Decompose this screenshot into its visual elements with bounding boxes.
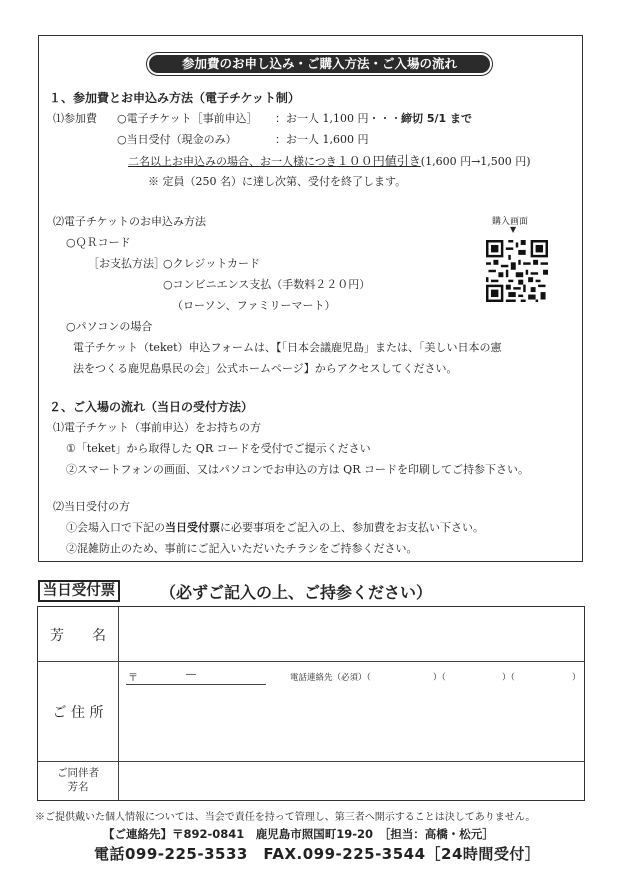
companion-label-1: ご同伴者 <box>57 767 99 779</box>
e-ticket-label: ○電子チケット［事前申込］ <box>117 112 258 125</box>
reception-form <box>37 606 585 801</box>
payment-conbini: ○コンビニエンス支払（手数料２２０円） <box>163 278 371 291</box>
contact-line: 【ご連絡先】〒892-0841 鹿児島市照国町19-20 ［担当：高橋・松元］ <box>103 827 494 841</box>
privacy-note: ※ご提供戴いた個人情報については、当会で責任を持って管理し、第三者へ開示することは決してありません。 <box>35 812 536 823</box>
postal-dash: ― <box>186 669 196 680</box>
same-day-price: ：お一人 1,600 円 <box>275 133 369 146</box>
companion-label-2: 芳名 <box>67 781 89 793</box>
sub1-item1: ①「teket」から取得した QR コードを受付でご提示ください <box>66 442 371 455</box>
same-day-label: ○当日受付（現金のみ） <box>117 133 237 146</box>
label-divider <box>118 607 119 800</box>
discount-line <box>128 152 531 169</box>
phone-sep-2: ）（ <box>502 673 515 683</box>
qr-caption: 購入画面 <box>492 217 529 227</box>
e-ticket-deadline: 締切 5/1 まで <box>401 112 472 125</box>
discount-prefix: 二名以上 <box>128 155 172 168</box>
qr-code <box>486 240 548 302</box>
qr-code-label: ○ＱＲコード <box>66 236 131 249</box>
phone-label: 電話連絡先（必須）（ <box>290 673 371 683</box>
postal-underline <box>126 684 266 685</box>
qr-arrow-icon: ▼ <box>510 225 517 234</box>
fee-label: ⑴参加費 <box>53 112 97 125</box>
sub2-item1-post: に必要事項をご記入の上、参加費をお支払い下さい。 <box>220 521 484 534</box>
sub2-heading: ⑵当日受付の方 <box>53 500 130 513</box>
address-label: ご 住 所 <box>52 705 104 721</box>
name-label: 芳 名 <box>50 628 106 644</box>
discount-amount: １００円値引き <box>336 154 421 168</box>
row-divider-1 <box>38 661 584 662</box>
e-ticket-price: ：お一人 1,100 円・・・ <box>275 112 402 125</box>
payment-label: ［お支払方法］ <box>88 257 165 270</box>
pc-label: ○パソコンの場合 <box>66 320 153 333</box>
page-title: 参加費のお申し込み・ご購入方法・ご入場の流れ <box>147 53 492 75</box>
pc-text-2: 法をつくる鹿児島県民の会」公式ホームページ】からアクセスしてください。 <box>73 362 458 375</box>
name-field[interactable] <box>120 609 582 659</box>
phone-end: ） <box>572 673 581 683</box>
section1-heading: １、参加費とお申込み方法（電子チケット制） <box>49 91 300 105</box>
payment-conbini-stores: （ローソン、ファミリーマート） <box>172 299 336 312</box>
capacity-note: ※ 定員（250 名）に達し次第、受付を終了します。 <box>148 175 407 188</box>
sub2-item2: ②混雑防止のため、事前にご記入いただいたチラシをご持参ください。 <box>66 542 418 555</box>
sub2-item1-pre: ①会場入口で下記の <box>66 521 165 534</box>
pc-text-1: 電子チケット（teket）申込フォームは、【「日本会議鹿児島」または、「美しい日本の憲 <box>73 341 502 354</box>
sub2-item1 <box>66 519 484 535</box>
section2-heading: ２、ご入場の流れ（当日の受付方法） <box>49 400 254 414</box>
sub1-item2: ②スマートフォンの画面、又はパソコンでお申込の方は QR コードを印刷してご持参下さい。 <box>66 463 529 476</box>
discount-suffix: (1,600 円→1,500 円) <box>420 155 531 168</box>
companion-field[interactable] <box>120 763 582 799</box>
sub1-heading: ⑴電子チケット（事前申込）をお持ちの方 <box>53 421 262 434</box>
form-heading: （必ずご記入の上、ご持参ください） <box>160 583 433 602</box>
discount-mid: お申込みの場合、お一人様につき <box>172 155 337 168</box>
row-divider-2 <box>38 761 584 762</box>
tel-fax-line: 電話099-225-3533 FAX.099-225-3544［24時間受付］ <box>94 845 541 863</box>
sub2-item1-bold: 当日受付票 <box>165 521 220 534</box>
payment-credit: ○クレジットカード <box>163 257 260 270</box>
companion-label <box>38 766 118 794</box>
method-heading: ⑵電子チケットのお申込み方法 <box>53 215 207 228</box>
phone-sep-1: ）（ <box>433 673 446 683</box>
form-tag: 当日受付票 <box>38 580 120 602</box>
postal-mark: 〒 <box>128 673 138 684</box>
